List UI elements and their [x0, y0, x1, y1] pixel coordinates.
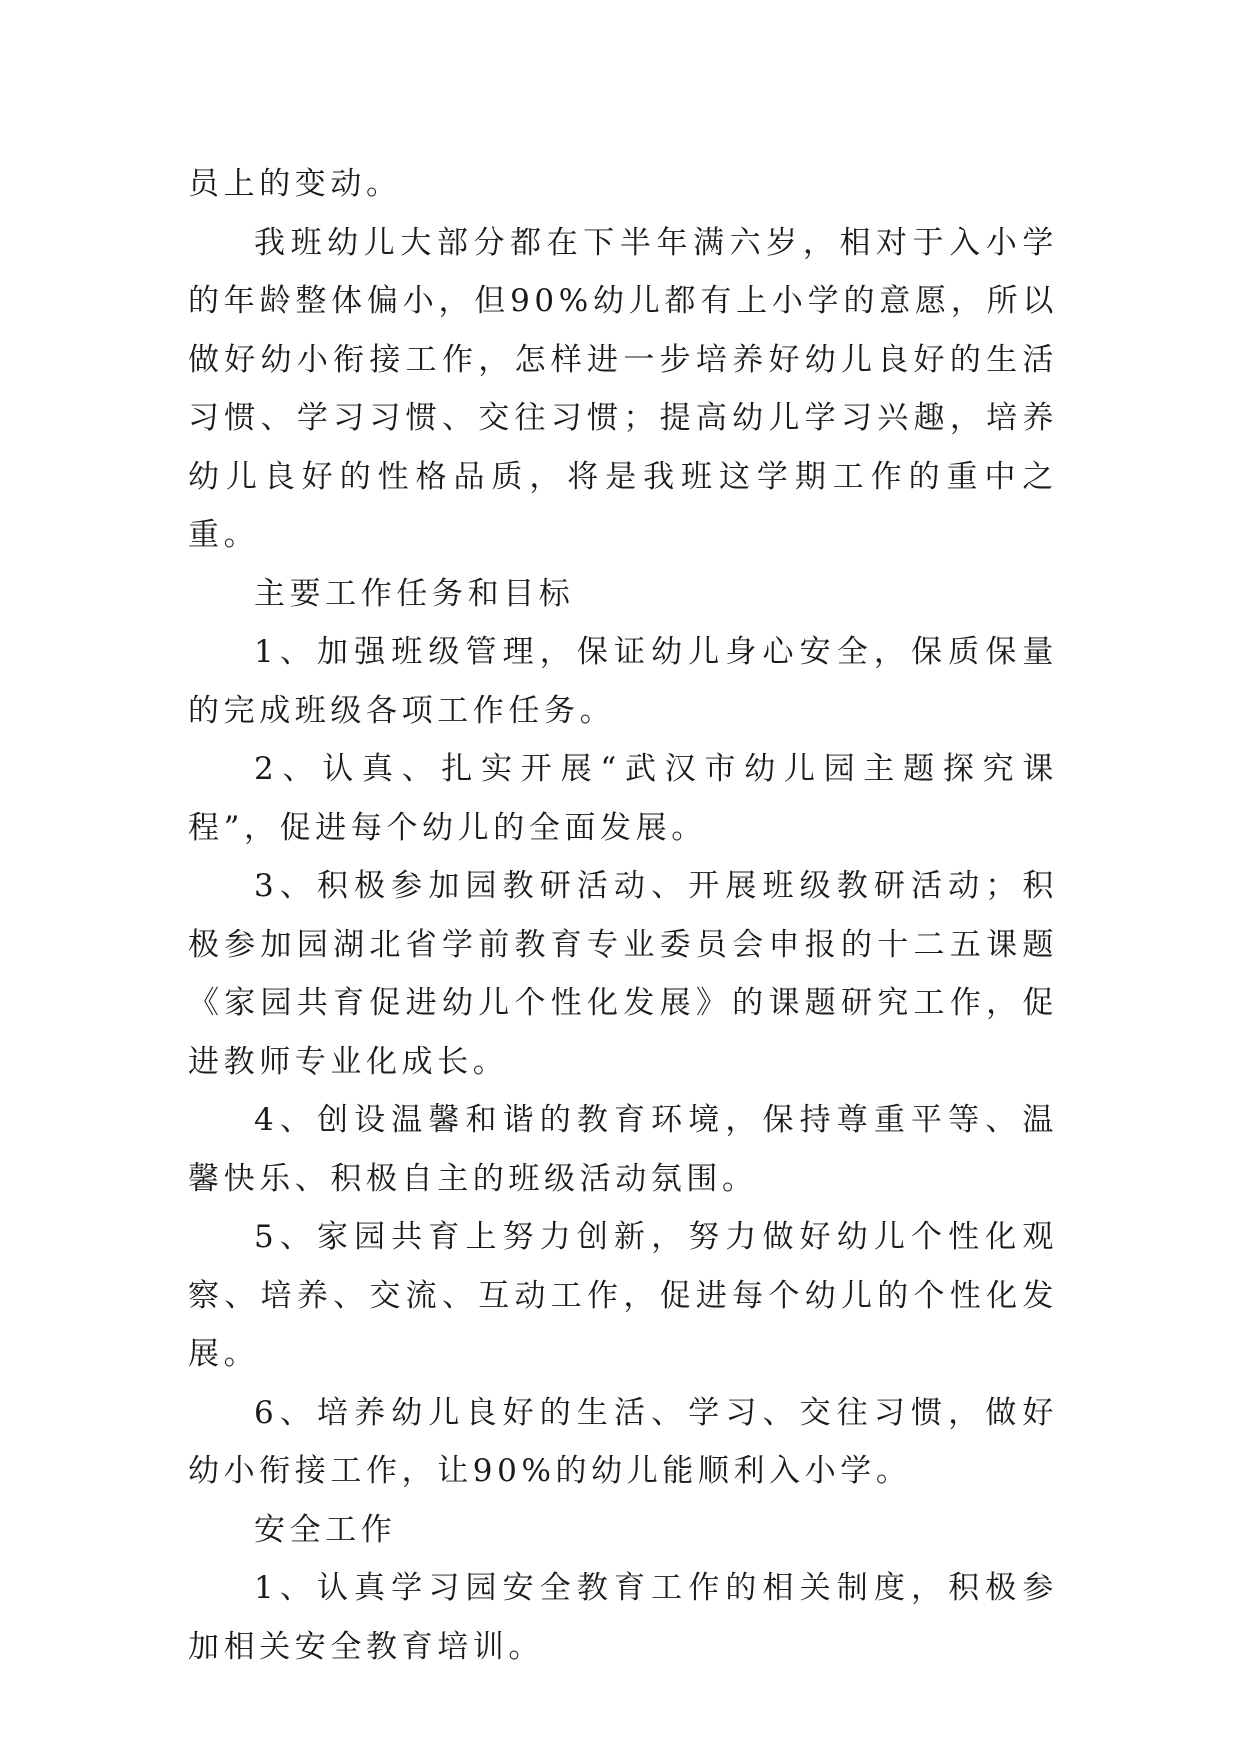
- section-heading-tasks-goals: 主要工作任务和目标: [254, 575, 575, 612]
- paragraph-class-overview: 我班幼儿大部分都在下半年满六岁，相对于入小学的年龄整体偏小，但90%幼儿都有上小学的意愿，所以做好幼小衔接工作，怎样进一步培养好幼儿良好的生活习惯、学习习惯、交往习惯；提高幼儿学习兴趣，培养幼儿良好的性格品质，将是我班这学期工作的重中之重。: [188, 224, 1058, 553]
- list-item-goal-6: 6、培养幼儿良好的生活、学习、交往习惯，做好幼小衔接工作，让90%的幼儿能顺利入小学。: [188, 1394, 1058, 1489]
- paragraph-continuation: 员上的变动。: [188, 166, 402, 202]
- list-item-goal-4: 4、创设温馨和谐的教育环境，保持尊重平等、温馨快乐、积极自主的班级活动氛围。: [188, 1102, 1058, 1197]
- list-item-goal-2: 2、认真、扎实开展“武汉市幼儿园主题探究课程”，促进每个幼儿的全面发展。: [188, 751, 1058, 846]
- list-item-goal-5: 5、家园共育上努力创新，努力做好幼儿个性化观察、培养、交流、互动工作，促进每个幼儿的个性化发展。: [188, 1219, 1058, 1372]
- section-heading-safety: 安全工作: [254, 1511, 397, 1548]
- list-item-goal-3: 3、积极参加园教研活动、开展班级教研活动；积极参加园湖北省学前教育专业委员会申报的十二五课题《家园共育促进幼儿个性化发展》的课题研究工作，促进教师专业化成长。: [188, 868, 1058, 1080]
- document-body: [188, 155, 1058, 1676]
- list-item-goal-1: 1、加强班级管理，保证幼儿身心安全，保质保量的完成班级各项工作任务。: [188, 634, 1058, 729]
- list-item-safety-1: 1、认真学习园安全教育工作的相关制度，积极参加相关安全教育培训。: [188, 1570, 1058, 1665]
